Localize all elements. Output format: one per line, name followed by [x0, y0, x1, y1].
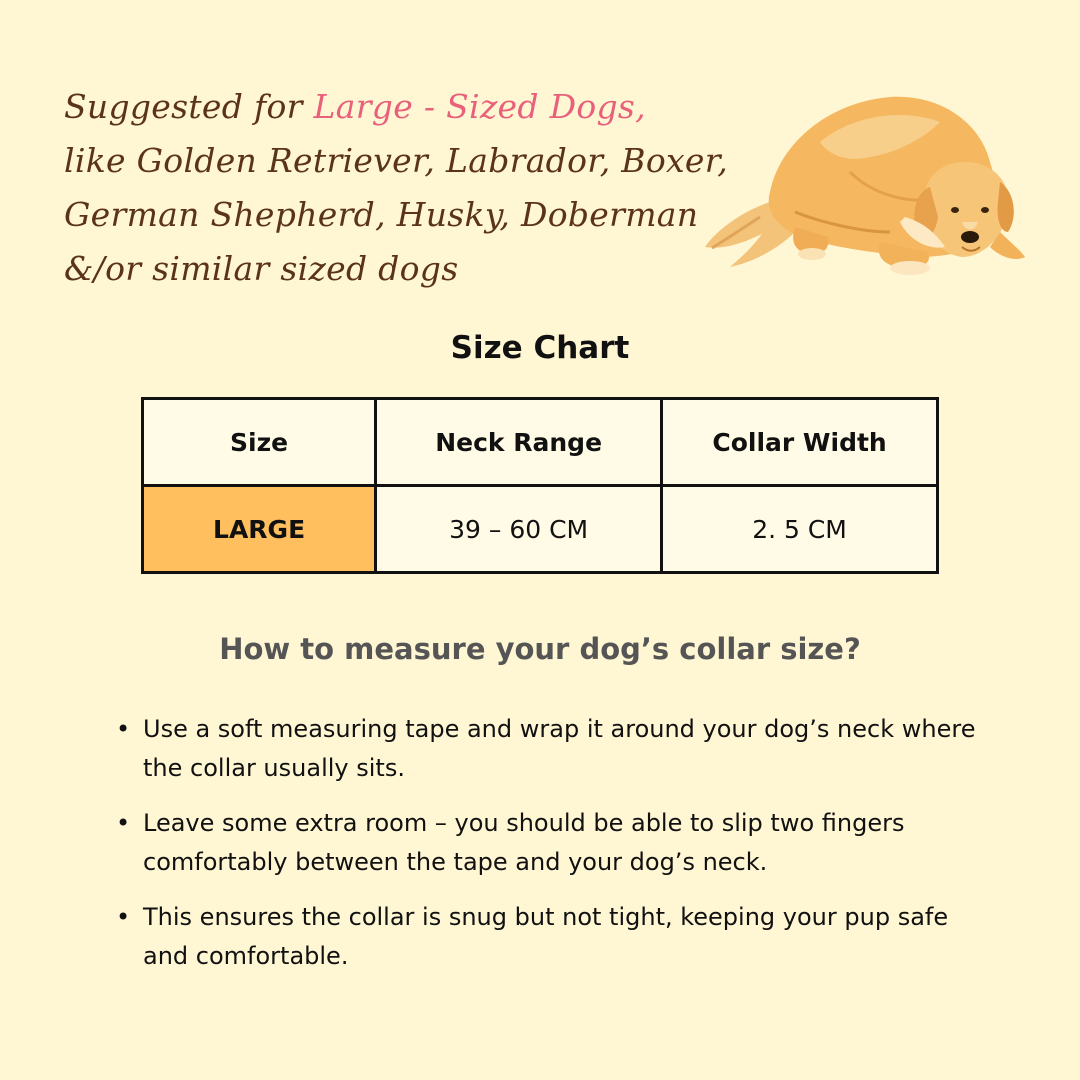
tip-text: This ensures the collar is snug but not tight, keeping your pup safe and comfortable.: [143, 903, 949, 970]
size-chart-title: Size Chart: [450, 330, 630, 366]
cell-collar-width: 2. 5 CM: [662, 486, 938, 573]
intro-line-3: German Shepherd, Husky, Doberman: [64, 195, 699, 234]
intro-line-1: [64, 80, 744, 134]
measure-tips-list: [116, 710, 986, 992]
bullet-icon: •: [116, 903, 131, 931]
tip-text: Leave some extra room – you should be able to slip two fingers comfortably between the tape and your dog’s neck.: [143, 809, 905, 876]
size-chart-table: [141, 397, 939, 574]
cell-size: LARGE: [143, 486, 376, 573]
size-chart-header-row: [143, 399, 938, 486]
header-collar-width: Collar Width: [662, 399, 938, 486]
intro-line-1-prefix: Suggested for: [64, 87, 314, 126]
intro-line-4: &/or similar sized dogs: [64, 249, 459, 288]
table-row: [143, 486, 938, 573]
tip-text: Use a soft measuring tape and wrap it around your dog’s neck where the collar usually sits.: [143, 715, 976, 782]
header-size: Size: [143, 399, 376, 486]
cell-neck-range: 39 – 60 CM: [376, 486, 662, 573]
list-item: [116, 710, 986, 788]
golden-retriever-illustration: [700, 82, 1030, 287]
intro-text: [64, 80, 744, 296]
intro-line-2: like Golden Retriever, Labrador, Boxer,: [64, 141, 728, 180]
header-neck-range: Neck Range: [376, 399, 662, 486]
measure-guide-title: How to measure your dog’s collar size?: [219, 632, 861, 666]
list-item: [116, 804, 986, 882]
list-item: [116, 898, 986, 976]
bullet-icon: •: [116, 715, 131, 743]
intro-size-highlight: Large - Sized Dogs,: [313, 87, 646, 126]
bullet-icon: •: [116, 809, 131, 837]
